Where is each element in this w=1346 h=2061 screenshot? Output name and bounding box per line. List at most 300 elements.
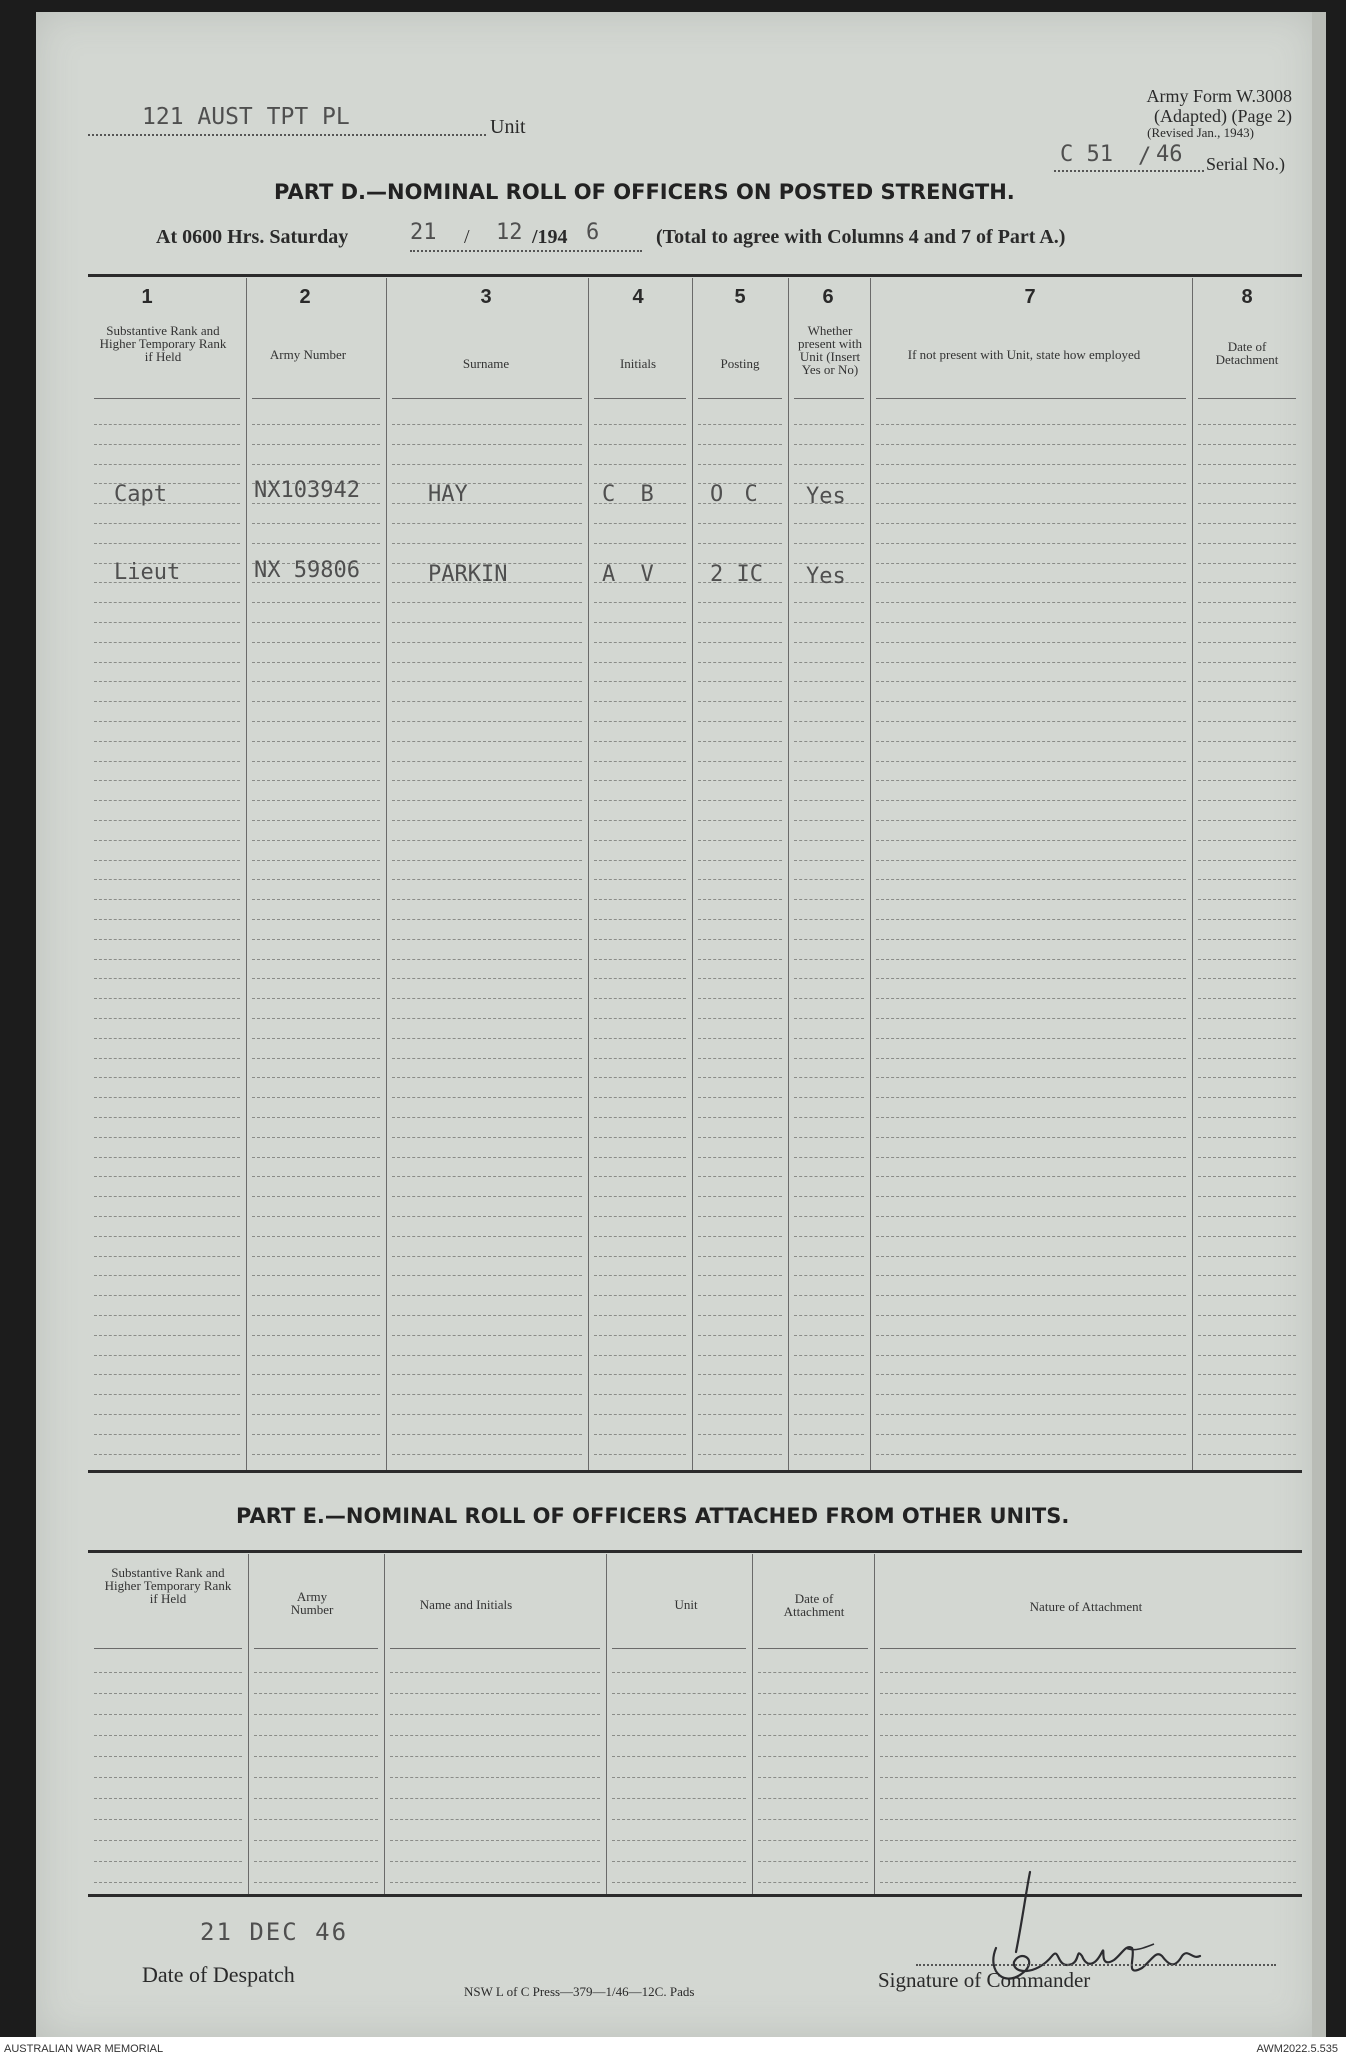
ruled-line (94, 919, 240, 920)
ruled-line (94, 998, 240, 999)
ruled-line (876, 919, 1186, 920)
ruled-line (1198, 1295, 1296, 1296)
ruled-line (1198, 1058, 1296, 1059)
ruled-line (794, 1018, 864, 1019)
ruled-line (1198, 602, 1296, 603)
ruled-line (876, 959, 1186, 960)
ruled-line (876, 1295, 1186, 1296)
ruled-line (876, 582, 1186, 583)
ruled-line (392, 998, 582, 999)
row-posting: O C (710, 482, 762, 507)
col-7-label: If not present with Unit, state how employed (907, 347, 1141, 362)
ruled-line (758, 1693, 868, 1694)
ruled-line (794, 1434, 864, 1435)
ruled-line (594, 1117, 686, 1118)
ruled-line (252, 1077, 380, 1078)
ruled-line (94, 1256, 240, 1257)
ruled-line (392, 1256, 582, 1257)
ruled-line (794, 1117, 864, 1118)
ruled-line (390, 1672, 600, 1673)
ruled-line (1198, 1256, 1296, 1257)
ruled-line (594, 919, 686, 920)
part-e-top-rule (88, 1550, 1302, 1553)
ruled-line (254, 1819, 378, 1820)
ruled-line (94, 1798, 242, 1799)
ruled-line (392, 1077, 582, 1078)
ruled-line (698, 681, 782, 682)
ruled-line (880, 1672, 1296, 1673)
ruled-line (594, 860, 686, 861)
form-adapted: (Adapted) (Page 2) (1154, 106, 1292, 126)
ruled-line (594, 1176, 686, 1177)
date-dotted-line (410, 250, 642, 252)
ruled-line (594, 1236, 686, 1237)
ruled-line (392, 780, 582, 781)
ruled-line (94, 899, 240, 900)
ruled-line (594, 1295, 686, 1296)
ruled-line (392, 503, 582, 504)
ruled-line (612, 1819, 746, 1820)
ruled-line (392, 1414, 582, 1415)
ruled-line (252, 1275, 380, 1276)
ruled-line (594, 1315, 686, 1316)
ruled-line (698, 444, 782, 445)
ruled-line (698, 1097, 782, 1098)
ruled-line (594, 879, 686, 880)
ruled-line (392, 840, 582, 841)
ruled-line (94, 1882, 242, 1883)
ruled-line (880, 1693, 1296, 1694)
ruled-line (876, 1275, 1186, 1276)
ruled-line (252, 1038, 380, 1039)
part-d-header-underline (876, 398, 1186, 399)
ruled-line (876, 761, 1186, 762)
ruled-line (698, 701, 782, 702)
part-e-column-divider (752, 1554, 753, 1894)
ruled-line (1198, 1414, 1296, 1415)
ruled-line (1198, 701, 1296, 702)
ruled-line (876, 1236, 1186, 1237)
ruled-line (252, 1394, 380, 1395)
col-4-number: 4 (632, 286, 644, 308)
col-5-label: Posting (720, 356, 760, 371)
ruled-line (1198, 959, 1296, 960)
ruled-line (698, 1315, 782, 1316)
ruled-line (1198, 721, 1296, 722)
ruled-line (1198, 503, 1296, 504)
ruled-line (698, 543, 782, 544)
ruled-line (94, 1693, 242, 1694)
ruled-line (794, 1414, 864, 1415)
ruled-line (392, 444, 582, 445)
serial-label: Serial No.) (1206, 154, 1285, 174)
ruled-line (876, 820, 1186, 821)
ruled-line (594, 464, 686, 465)
ruled-line (876, 681, 1186, 682)
ruled-line (392, 1315, 582, 1316)
ruled-line (1198, 1097, 1296, 1098)
ruled-line (94, 681, 240, 682)
ruled-line (594, 939, 686, 940)
ruled-line (94, 761, 240, 762)
ruled-line (94, 1058, 240, 1059)
ruled-line (698, 523, 782, 524)
ruled-line (794, 1058, 864, 1059)
ruled-line (876, 662, 1186, 663)
ruled-line (794, 444, 864, 445)
ruled-line (1198, 978, 1296, 979)
ruled-line (1198, 1335, 1296, 1336)
ruled-line (612, 1693, 746, 1694)
col-4-label: Initials (619, 356, 657, 371)
ruled-line (94, 780, 240, 781)
ruled-line (392, 879, 582, 880)
part-d-bottom-rule (88, 1470, 1302, 1473)
date-note: (Total to agree with Columns 4 and 7 of Part A.) (656, 226, 1066, 248)
ruled-line (392, 1018, 582, 1019)
ruled-line (698, 602, 782, 603)
ruled-line (392, 543, 582, 544)
ruled-line (1198, 1018, 1296, 1019)
ruled-line (594, 741, 686, 742)
ruled-line (1198, 563, 1296, 564)
ruled-line (794, 1176, 864, 1177)
ruled-line (1198, 1157, 1296, 1158)
ruled-line (794, 978, 864, 979)
ruled-line (794, 642, 864, 643)
ruled-line (594, 642, 686, 643)
ruled-line (876, 424, 1186, 425)
ruled-line (698, 1137, 782, 1138)
ruled-line (392, 939, 582, 940)
part-e-column-divider (384, 1554, 385, 1894)
ruled-line (698, 761, 782, 762)
ruled-line (254, 1672, 378, 1673)
ruled-line (392, 741, 582, 742)
ruled-line (252, 820, 380, 821)
ruled-line (94, 879, 240, 880)
ruled-line (94, 741, 240, 742)
part-e-col-4-label: Unit (674, 1597, 698, 1612)
ruled-line (392, 978, 582, 979)
ruled-line (254, 1798, 378, 1799)
ruled-line (254, 1735, 378, 1736)
ruled-line (594, 1275, 686, 1276)
ruled-line (876, 1038, 1186, 1039)
ruled-line (252, 1256, 380, 1257)
ruled-line (94, 444, 240, 445)
ruled-line (392, 899, 582, 900)
ruled-line (252, 464, 380, 465)
ruled-line (698, 780, 782, 781)
ruled-line (794, 1196, 864, 1197)
ruled-line (594, 1137, 686, 1138)
part-e-column-divider (606, 1554, 607, 1894)
ruled-line (94, 978, 240, 979)
ruled-line (794, 1315, 864, 1316)
ruled-line (1198, 642, 1296, 643)
ruled-line (392, 1097, 582, 1098)
ruled-line (698, 1157, 782, 1158)
ruled-line (876, 444, 1186, 445)
ruled-line (594, 800, 686, 801)
ruled-line (794, 1374, 864, 1375)
ruled-line (698, 959, 782, 960)
ruled-line (594, 1038, 686, 1039)
ruled-line (1198, 662, 1296, 663)
part-e-header-underline (758, 1648, 868, 1649)
ruled-line (392, 1275, 582, 1276)
row-posting: 2 IC (710, 562, 763, 587)
archive-strip (0, 2037, 1346, 2061)
ruled-line (1198, 483, 1296, 484)
ruled-line (94, 1097, 240, 1098)
ruled-line (392, 800, 582, 801)
ruled-line (94, 721, 240, 722)
ruled-line (1198, 820, 1296, 821)
ruled-line (794, 681, 864, 682)
ruled-line (390, 1798, 600, 1799)
ruled-line (94, 1819, 242, 1820)
ruled-line (94, 1840, 242, 1841)
ruled-line (1198, 1315, 1296, 1316)
part-d-column-divider (246, 278, 247, 1470)
ruled-line (876, 860, 1186, 861)
date-day: 21 (410, 220, 437, 245)
ruled-line (594, 761, 686, 762)
ruled-line (698, 1335, 782, 1336)
ruled-line (698, 1117, 782, 1118)
ruled-line (1198, 464, 1296, 465)
ruled-line (698, 879, 782, 880)
ruled-line (594, 1335, 686, 1336)
ruled-line (252, 424, 380, 425)
col-7-number: 7 (1024, 286, 1036, 308)
ruled-line (876, 978, 1186, 979)
ruled-line (758, 1777, 868, 1778)
ruled-line (94, 1117, 240, 1118)
col-3-number: 3 (480, 286, 492, 308)
ruled-line (794, 602, 864, 603)
ruled-line (392, 1454, 582, 1455)
ruled-line (252, 800, 380, 801)
ruled-line (392, 1236, 582, 1237)
ruled-line (94, 939, 240, 940)
ruled-line (612, 1714, 746, 1715)
ruled-line (594, 1196, 686, 1197)
ruled-line (594, 1394, 686, 1395)
ruled-line (794, 761, 864, 762)
ruled-line (392, 721, 582, 722)
ruled-line (612, 1840, 746, 1841)
ruled-line (94, 602, 240, 603)
ruled-line (794, 1236, 864, 1237)
ruled-line (94, 1335, 240, 1336)
ruled-line (594, 721, 686, 722)
part-e-column-divider (248, 1554, 249, 1894)
ruled-line (392, 1038, 582, 1039)
ruled-line (876, 1117, 1186, 1118)
ruled-line (252, 761, 380, 762)
ruled-line (876, 483, 1186, 484)
ruled-line (698, 1038, 782, 1039)
ruled-line (594, 1355, 686, 1356)
ruled-line (1198, 1176, 1296, 1177)
ruled-line (94, 1137, 240, 1138)
ruled-line (390, 1756, 600, 1757)
ruled-line (880, 1756, 1296, 1757)
ruled-line (698, 1176, 782, 1177)
ruled-line (94, 1176, 240, 1177)
ruled-line (794, 939, 864, 940)
date-prefix: At 0600 Hrs. Saturday (156, 226, 349, 248)
ruled-line (94, 642, 240, 643)
archive-reference: AWM2022.5.535 (1256, 2043, 1338, 2055)
ruled-line (1198, 1038, 1296, 1039)
ruled-line (876, 1256, 1186, 1257)
row-surname: PARKIN (428, 562, 508, 587)
ruled-line (794, 820, 864, 821)
ruled-line (94, 523, 240, 524)
ruled-line (758, 1756, 868, 1757)
ruled-line (252, 444, 380, 445)
ruled-line (254, 1882, 378, 1883)
ruled-line (698, 1355, 782, 1356)
ruled-line (758, 1840, 868, 1841)
row-army-number: NX103942 (254, 478, 360, 503)
ruled-line (94, 840, 240, 841)
ruled-line (876, 1137, 1186, 1138)
ruled-line (794, 543, 864, 544)
ruled-line (594, 1077, 686, 1078)
ruled-line (252, 1058, 380, 1059)
ruled-line (612, 1735, 746, 1736)
ruled-line (698, 741, 782, 742)
ruled-line (1198, 1434, 1296, 1435)
ruled-line (94, 1756, 242, 1757)
ruled-line (254, 1840, 378, 1841)
ruled-line (876, 602, 1186, 603)
part-d-column-divider (1192, 278, 1193, 1470)
ruled-line (698, 978, 782, 979)
ruled-line (880, 1819, 1296, 1820)
ruled-line (876, 741, 1186, 742)
ruled-line (612, 1861, 746, 1862)
ruled-line (794, 860, 864, 861)
ruled-line (698, 1236, 782, 1237)
part-e-col-3-label: Name and Initials (419, 1597, 513, 1612)
ruled-line (392, 662, 582, 663)
ruled-line (594, 1216, 686, 1217)
ruled-line (698, 1275, 782, 1276)
ruled-line (794, 1256, 864, 1257)
signature-label: Signature of Commander (878, 1968, 1091, 1992)
part-d-column-divider (870, 278, 871, 1470)
part-e-header-underline (880, 1648, 1296, 1649)
ruled-line (794, 523, 864, 524)
ruled-line (392, 1058, 582, 1059)
part-d-header-underline (794, 398, 864, 399)
part-e-col-1-label: Substantive Rank and Higher Temporary Rank if Held (104, 1565, 232, 1606)
ruled-line (876, 998, 1186, 999)
ruled-line (794, 622, 864, 623)
ruled-line (876, 780, 1186, 781)
ruled-line (390, 1777, 600, 1778)
ruled-line (1198, 523, 1296, 524)
ruled-line (94, 1672, 242, 1673)
ruled-line (254, 1861, 378, 1862)
ruled-line (252, 978, 380, 979)
unit-dotted-line (88, 134, 486, 136)
part-d-top-rule (88, 274, 1302, 277)
ruled-line (252, 1176, 380, 1177)
part-d-header-underline (594, 398, 686, 399)
row-initials: C B (602, 482, 660, 507)
row-rank: Capt (114, 482, 167, 507)
form-revised: (Revised Jan., 1943) (1147, 125, 1254, 140)
ruled-line (758, 1882, 868, 1883)
form-sheet (36, 12, 1316, 2037)
ruled-line (758, 1861, 868, 1862)
ruled-line (392, 820, 582, 821)
ruled-line (698, 1256, 782, 1257)
ruled-line (252, 1434, 380, 1435)
ruled-line (94, 1777, 242, 1778)
ruled-line (94, 662, 240, 663)
ruled-line (94, 1196, 240, 1197)
ruled-line (392, 1176, 582, 1177)
despatch-date-value: 21 DEC 46 (200, 1918, 349, 1946)
ruled-line (794, 741, 864, 742)
ruled-line (794, 800, 864, 801)
ruled-line (1198, 741, 1296, 742)
ruled-line (594, 780, 686, 781)
ruled-line (698, 820, 782, 821)
ruled-line (876, 1335, 1186, 1336)
ruled-line (392, 622, 582, 623)
ruled-line (252, 1295, 380, 1296)
ruled-line (876, 1196, 1186, 1197)
ruled-line (698, 1196, 782, 1197)
row-rank: Lieut (114, 560, 181, 585)
ruled-line (1198, 800, 1296, 801)
date-year-digit: 6 (586, 220, 600, 245)
ruled-line (594, 959, 686, 960)
col-8-label: Date of Detachment (1215, 339, 1279, 367)
ruled-line (876, 899, 1186, 900)
ruled-line (1198, 543, 1296, 544)
ruled-line (1198, 919, 1296, 920)
ruled-line (392, 919, 582, 920)
row-present: Yes (806, 564, 846, 589)
ruled-line (390, 1714, 600, 1715)
ruled-line (94, 424, 240, 425)
ruled-line (94, 1434, 240, 1435)
ruled-line (698, 1058, 782, 1059)
part-e-header-underline (94, 1648, 242, 1649)
part-d-header-underline (94, 398, 240, 399)
ruled-line (876, 701, 1186, 702)
ruled-line (252, 1216, 380, 1217)
ruled-line (594, 543, 686, 544)
ruled-line (758, 1714, 868, 1715)
ruled-line (1198, 939, 1296, 940)
ruled-line (392, 1394, 582, 1395)
ruled-line (1198, 899, 1296, 900)
ruled-line (252, 1236, 380, 1237)
ruled-line (252, 1196, 380, 1197)
ruled-line (594, 701, 686, 702)
